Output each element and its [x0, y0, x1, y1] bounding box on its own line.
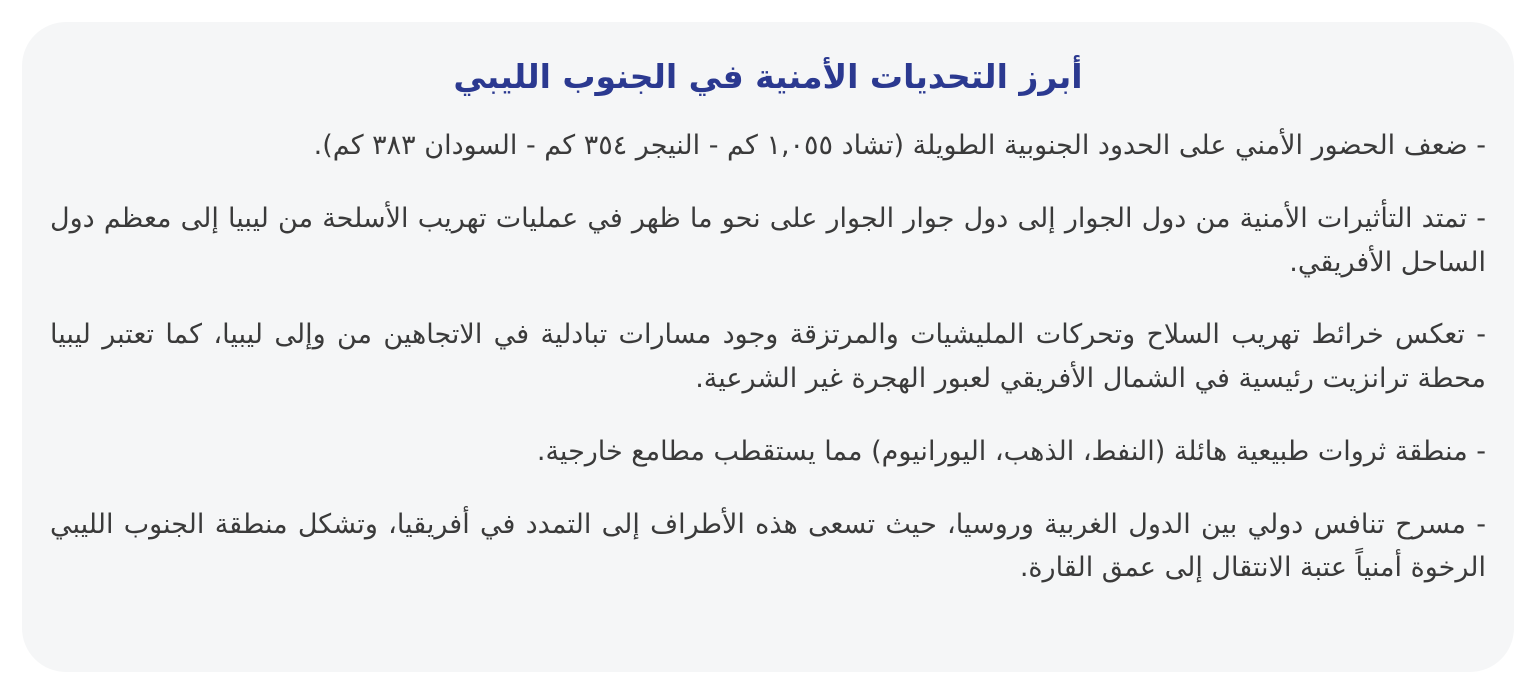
- bullet-item: - تمتد التأثيرات الأمنية من دول الجوار إلى دول جوار الجوار على نحو ما ظهر في عمليات تهريب الأسلحة من ليبيا إلى معظم دول الساحل الأفريقي.: [50, 202, 1486, 278]
- security-challenges-card: [22, 22, 1514, 672]
- bullet-item: - تعكس خرائط تهريب السلاح وتحركات المليشيات والمرتزقة وجود مسارات تبادلية في الاتجاهين من وإلى ليبيا، كما تعتبر ليبيا محطة ترانزيت رئيسية في الشمال الأفريقي لعبور الهجرة غير الشرعية.: [50, 319, 1486, 395]
- bullet-list: [50, 124, 1486, 590]
- bullet-item: - ضعف الحضور الأمني على الحدود الجنوبية الطويلة (تشاد ١,٠٥٥ كم - النيجر ٣٥٤ كم - السودان ٣٨٣ كم).: [313, 130, 1486, 162]
- page-title: أبرز التحديات الأمنية في الجنوب الليبي: [453, 57, 1083, 96]
- bullet-item: - منطقة ثروات طبيعية هائلة (النفط، الذهب، اليورانيوم) مما يستقطب مطامع خارجية.: [536, 435, 1486, 467]
- bullet-item: - مسرح تنافس دولي بين الدول الغربية وروسيا، حيث تسعى هذه الأطراف إلى التمدد في أفريقيا، وتشكل منطقة الجنوب الليبي الرخوة أمنياً عتبة الانتقال إلى عمق القارة.: [50, 508, 1486, 584]
